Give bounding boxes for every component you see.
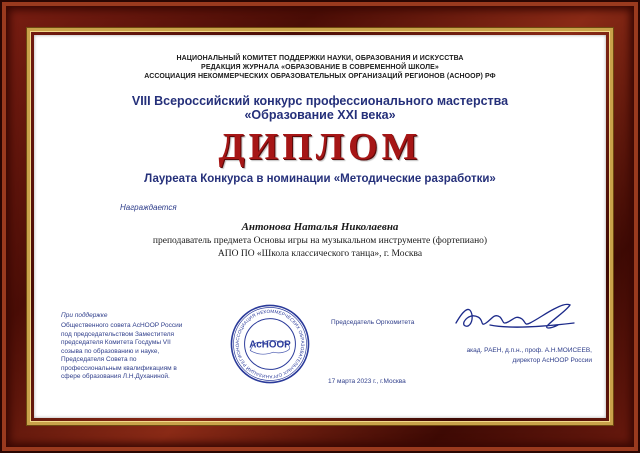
support-text (61, 322, 211, 382)
support-line: Председателя Совета по (61, 356, 137, 363)
support-line: созыва по образованию и науке, (61, 347, 160, 355)
seal-center-text: АсНООР (249, 339, 291, 351)
issue-date: 17 марта 2023 г., г.Москва (328, 378, 406, 385)
handwritten-signature (450, 295, 580, 340)
header-line-1: НАЦИОНАЛЬНЫЙ КОМИТЕТ ПОДДЕРЖКИ НАУКИ, ОБРАЗОВАНИЯ И ИСКУССТВА (176, 55, 464, 62)
recipient-school: АПО ПО «Школа классического танца», г. Москва (217, 249, 423, 259)
recipient-name: Антонова Наталья Николаевна (241, 221, 399, 233)
diploma-title: ДИПЛОМ (218, 126, 422, 168)
recipient-position: преподаватель предмета Основы игры на музыкальном инструменте (фортепиано) (152, 236, 488, 246)
support-label: При поддержке (61, 312, 108, 319)
nomination-text: Лауреата Конкурса в номинации «Методические разработки» (144, 173, 496, 185)
contest-title-2: «Образование XXI века» (244, 108, 396, 122)
contest-title-1: VIII Всероссийский конкурс профессионального мастерства (131, 94, 509, 108)
support-line: сфере образования Л.Н.Духаниной. (61, 373, 170, 380)
seal-ring-text: АССОЦИАЦИЯ НЕКОММЕРЧЕСКИХ ОБРАЗОВАТЕЛЬНЫХ ОРГАНИЗАЦИЙ РЕГИОНО (234, 308, 306, 380)
signatory-title: акад. РАЕН, д.п.н., проф. А.Н.МОИСЕЕВ, (466, 347, 592, 354)
organization-seal (229, 303, 311, 385)
support-line: Общественного совета АсНООР России (61, 322, 183, 329)
awarded-label: Награждается (120, 203, 177, 212)
signatory-role: директор АсНООР России (512, 357, 592, 364)
support-line: под председательством Заместителя (61, 330, 175, 338)
signatory-block (432, 346, 592, 366)
support-line: председателя Комитета Госдумы VII (61, 339, 171, 346)
support-line: профессиональным квалификациям в (61, 364, 177, 372)
header-line-2: РЕДАКЦИЯ ЖУРНАЛА «ОБРАЗОВАНИЕ В СОВРЕМЕННОЙ ШКОЛЕ» (201, 64, 439, 71)
chair-label: Председатель Оргкомитета (331, 319, 415, 326)
header-line-3: АССОЦИАЦИЯ НЕКОММЕРЧЕСКИХ ОБРАЗОВАТЕЛЬНЫХ ОРГАНИЗАЦИЙ РЕГИОНОВ (АСНООР) РФ (144, 73, 496, 80)
